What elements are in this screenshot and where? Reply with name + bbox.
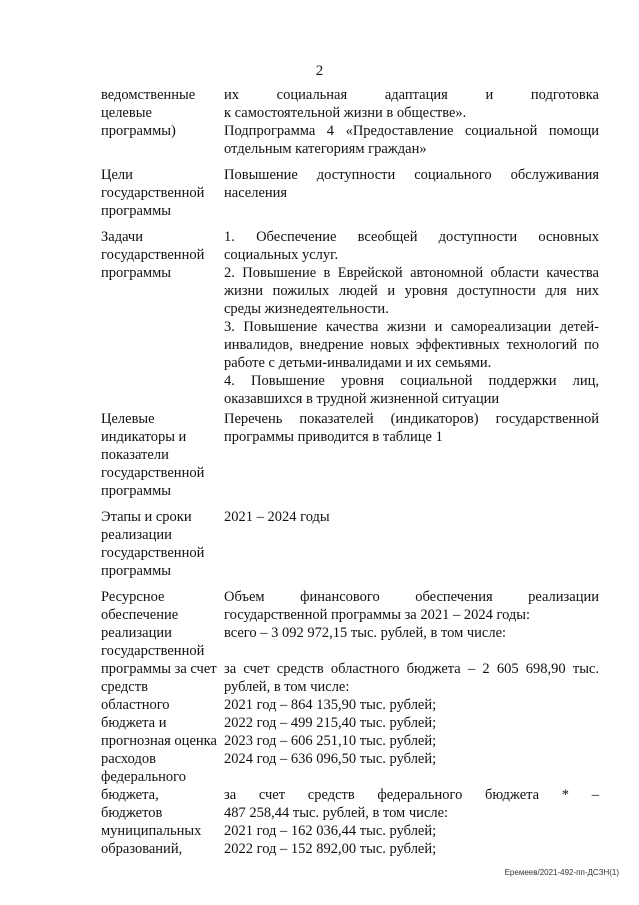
row-content [224, 86, 599, 158]
content-line: за счет средств федерального бюджета * – [224, 787, 599, 803]
content-line: Перечень показателей (индикаторов) государственной [224, 411, 599, 427]
content-line: Объем финансового обеспечения реализации [224, 589, 599, 605]
content-line: к самостоятельной жизни в обществе». [224, 105, 467, 121]
content-line: 2021 год – 162 036,44 тыс. рублей; [224, 823, 437, 839]
row-label: Цели государственной программы [101, 167, 205, 219]
content-line: инвалидов, внедрение новых эффективных технологий по [224, 337, 599, 353]
content-line: 2023 год – 606 251,10 тыс. рублей; [224, 733, 437, 749]
row-label: Целевые индикаторы и показатели государственной программы [101, 411, 205, 499]
content-line: 2024 год – 636 096,50 тыс. рублей; [224, 751, 437, 767]
content-line: жизни пожилых людей и уровня доступности для них [224, 283, 599, 299]
spacer [224, 768, 599, 786]
content-line: 3. Повышение качества жизни и самореализации детей- [224, 319, 599, 335]
content-line: государственной программы за 2021 – 2024 годы: [224, 607, 531, 623]
content-line: социальных услуг. [224, 247, 339, 263]
content-line: 2022 год – 152 892,00 тыс. рублей; [224, 841, 437, 857]
content-line: Подпрограмма 4 «Предоставление социальной помощи [224, 123, 599, 139]
content-line: 4. Повышение уровня социальной поддержки лиц, [224, 373, 599, 389]
row-content [224, 508, 599, 526]
content-line: рублей, в том числе: [224, 679, 350, 695]
row-content [224, 588, 599, 858]
content-line: Повышение доступности социального обслуживания [224, 167, 599, 183]
page-number: 2 [315, 63, 324, 79]
document-registration-code: Еремеев/2021-492-пп-ДСЗН(1) [504, 868, 619, 877]
content-line: отдельным категориям граждан» [224, 141, 427, 157]
content-line: населения [224, 185, 288, 201]
row-label: Ресурсное обеспечение реализации государственной программы за счет средств областного бюджета и прогнозная оценка расходов федерального бюджета, бюджетов муниципальных образований, [101, 589, 217, 857]
row-label: Этапы и сроки реализации государственной программы [101, 509, 205, 579]
row-label: Задачи государственной программы [101, 229, 205, 281]
content-line: среды жизнедеятельности. [224, 301, 389, 317]
content-line: 2. Повышение в Еврейской автономной области качества [224, 265, 599, 281]
row-content [224, 228, 599, 408]
row-content [224, 166, 599, 202]
content-line: за счет средств областного бюджета – 2 605 698,90 тыс. [224, 661, 599, 677]
row-content [224, 410, 599, 446]
content-line: 2021 год – 864 135,90 тыс. рублей; [224, 697, 437, 713]
content-line: 487 258,44 тыс. рублей, в том числе: [224, 805, 449, 821]
content-line: их социальная адаптация и подготовка [224, 87, 599, 103]
spacer [224, 642, 599, 660]
content-line: оказавшихся в трудной жизненной ситуации [224, 391, 500, 407]
row-label: ведомственные целевые программы) [101, 87, 196, 139]
content-line: 1. Обеспечение всеобщей доступности основных [224, 229, 599, 245]
content-line: работе с детьми-инвалидами и их семьями. [224, 355, 492, 371]
content-line: 2021 – 2024 годы [224, 509, 330, 525]
content-line: всего – 3 092 972,15 тыс. рублей, в том числе: [224, 625, 507, 641]
content-line: 2022 год – 499 215,40 тыс. рублей; [224, 715, 437, 731]
content-line: программы приводится в таблице 1 [224, 429, 443, 445]
